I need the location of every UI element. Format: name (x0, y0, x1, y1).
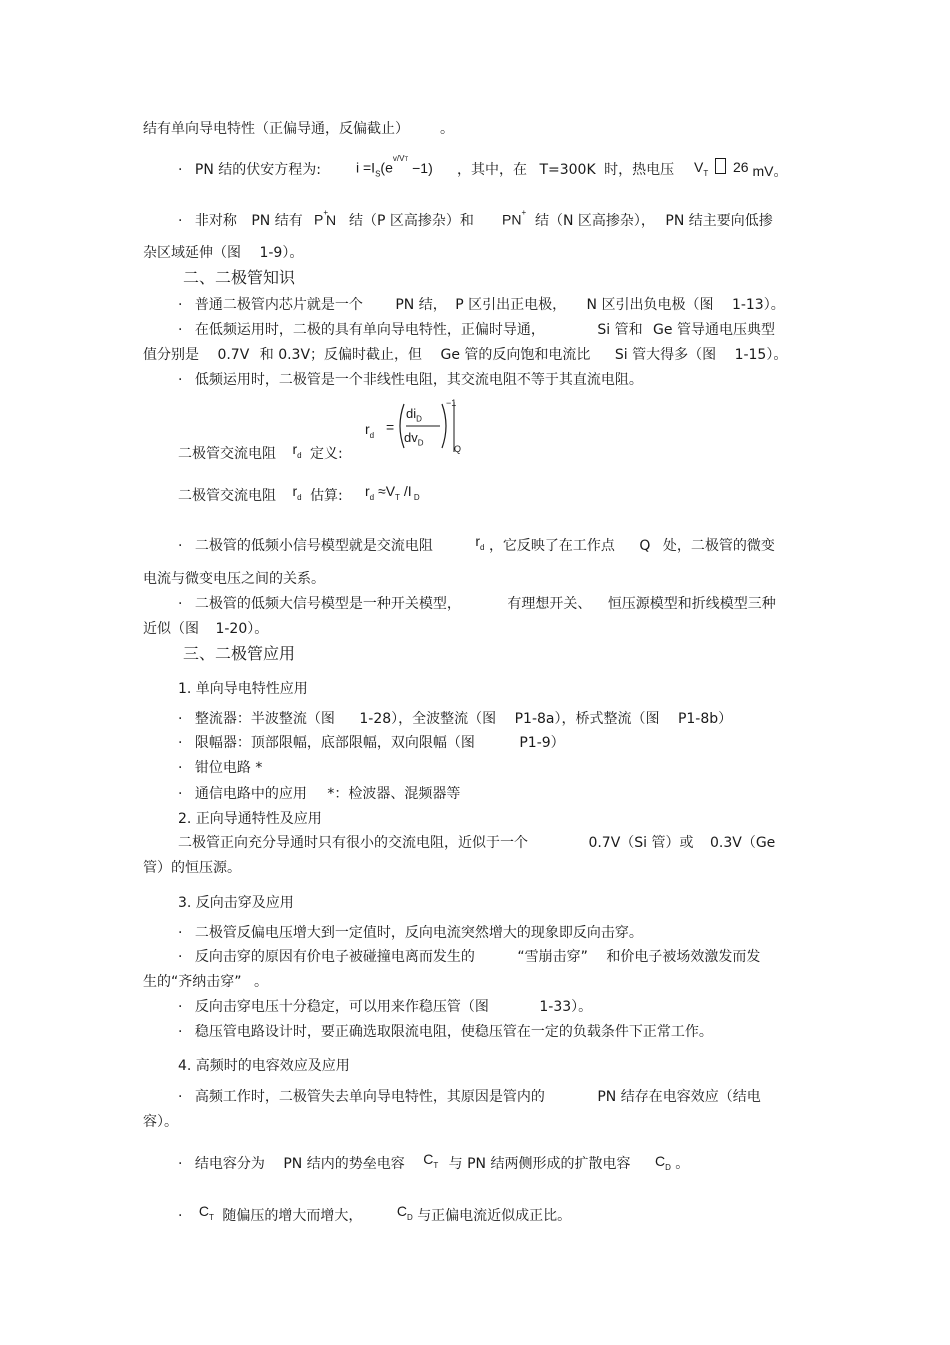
iv-equation: $i =I_S(e^{v/VT} -1)$ (356, 154, 433, 179)
bullet: · (178, 162, 183, 178)
bullet-item: · 反向击穿电压十分稳定，可以用来作稳压管（图 1-33）。 (178, 999, 593, 1015)
bullet-item: · 稳压管电路设计时，要正确选取限流电阻，使稳压管在一定的负载条件下正常工作。 (178, 1024, 713, 1040)
bullet-item: · 限幅器：顶部限幅，底部限幅，双向限幅（图 P1-9） (178, 735, 565, 751)
bullet: · (178, 213, 183, 229)
section-heading: 三、二极管应用 (183, 644, 296, 663)
subsection-heading: 3. 反向击穿及应用 (178, 895, 294, 911)
paragraph-line: ，其中，在 T=300K 时，热电压 (457, 162, 675, 178)
rd-definition-line: 二极管交流电阻 $r_d$ 定义: (178, 441, 343, 462)
rd-estimate-line: 二极管交流电阻 $r_d$ 估算: (178, 483, 343, 504)
paragraph-line: 结（N 区高掺杂）， PN 结主要向低掺 (535, 213, 773, 229)
paragraph-line: 电流与微变电压之间的关系。 (143, 571, 325, 587)
p-plus-n-symbol: P+N (314, 208, 337, 228)
iv-equation-line: · PN 结的伏安方程为: (178, 162, 321, 178)
subsection-heading: 2. 正向导通特性及应用 (178, 811, 322, 827)
pn-plus-symbol: PN+ (502, 208, 527, 228)
bullet-item: · 整流器：半波整流（图 1-28），全波整流（图 P1-8a），桥式整流（图 P1-8b） (178, 711, 733, 727)
paragraph-line: 杂区域延伸（图 1-9）。 (143, 245, 304, 261)
paragraph-line: 管）的恒压源。 (143, 860, 241, 876)
paragraph-line: 值分别是 0.7V 和 0.3V；反偏时截止，但 Ge 管的反向饱和电流比 Si 管大得多（图 1-15）。 (143, 347, 788, 363)
rd-estimate-formula: $r_d \approx V_T$ /I $_D$ (365, 483, 420, 502)
paragraph-line: 二极管正向充分导通时只有很小的交流电阻，近似于一个 0.7V（Si 管）或 0.3V（Ge (178, 835, 776, 851)
bullet-item: · $C_T$ 随偏压的增大而增大， $C_D$ 与正偏电流近似成正比。 (178, 1203, 572, 1224)
thermal-voltage: $V_T$ 26 mV。 (694, 159, 788, 179)
section-heading: 二、二极管知识 (183, 268, 296, 287)
bullet-item: · 结电容分为 PN 结内的势垒电容 $C_T$ 与 PN 结两侧形成的扩散电容 $C_D$ 。 (178, 1151, 690, 1172)
paragraph-line: 生的“齐纳击穿” 。 (143, 974, 268, 990)
rd-symbol: $r_d$ (365, 421, 375, 440)
approx-box-icon (715, 158, 726, 174)
subsection-heading: 4. 高频时的电容效应及应用 (178, 1058, 350, 1074)
bullet-item: · 低频运用时，二极管是一个非线性电阻，其交流电阻不等于其直流电阻。 (178, 372, 643, 388)
bullet-item: · 二极管反偏电压增大到一定值时，反向电流突然增大的现象即反向击穿。 (178, 925, 643, 941)
bullet-item: · 普通二极管内芯片就是一个 PN 结， P 区引出正电极， N 区引出负电极（图 1-13）。 (178, 297, 785, 313)
paragraph-line: 容）。 (143, 1114, 178, 1130)
bullet-item: · 在低频运用时，二极的具有单向导电特性，正偏时导通， Si 管和 Ge 管导通电压典型 (178, 322, 775, 338)
paragraph-line: 近似（图 1-20）。 (143, 621, 269, 637)
paragraph-line: · 非对称 PN 结有 (178, 213, 303, 229)
equals-sign: = (386, 419, 395, 435)
bullet-item: · 通信电路中的应用 *：检波器、混频器等 (178, 786, 461, 802)
paragraph-line: 结有单向导电特性（正偏导通，反偏截止） 。 (143, 121, 454, 137)
derivative-fraction: $di_D$ $dv_D$ −1 Q (396, 400, 458, 452)
paragraph-line: 结（P 区高掺杂）和 (349, 213, 474, 229)
bullet-item: · 高频工作时，二极管失去单向导电特性，其原因是管内的 PN 结存在电容效应（结电 (178, 1089, 761, 1105)
bullet-item: · 二极管的低频小信号模型就是交流电阻 $r_d$ ，它反映了在工作点 Q 处，二极管的微变 (178, 533, 775, 554)
subsection-heading: 1. 单向导电特性应用 (178, 681, 308, 697)
bullet-item: · 反向击穿的原因有价电子被碰撞电离而发生的 “雪崩击穿” 和价电子被场效激发而发 (178, 949, 761, 965)
bullet-item: · 钳位电路 * (178, 760, 263, 776)
bullet-item: · 二极管的低频大信号模型是一种开关模型， 有理想开关、 恒压源模型和折线模型三种 (178, 596, 776, 612)
